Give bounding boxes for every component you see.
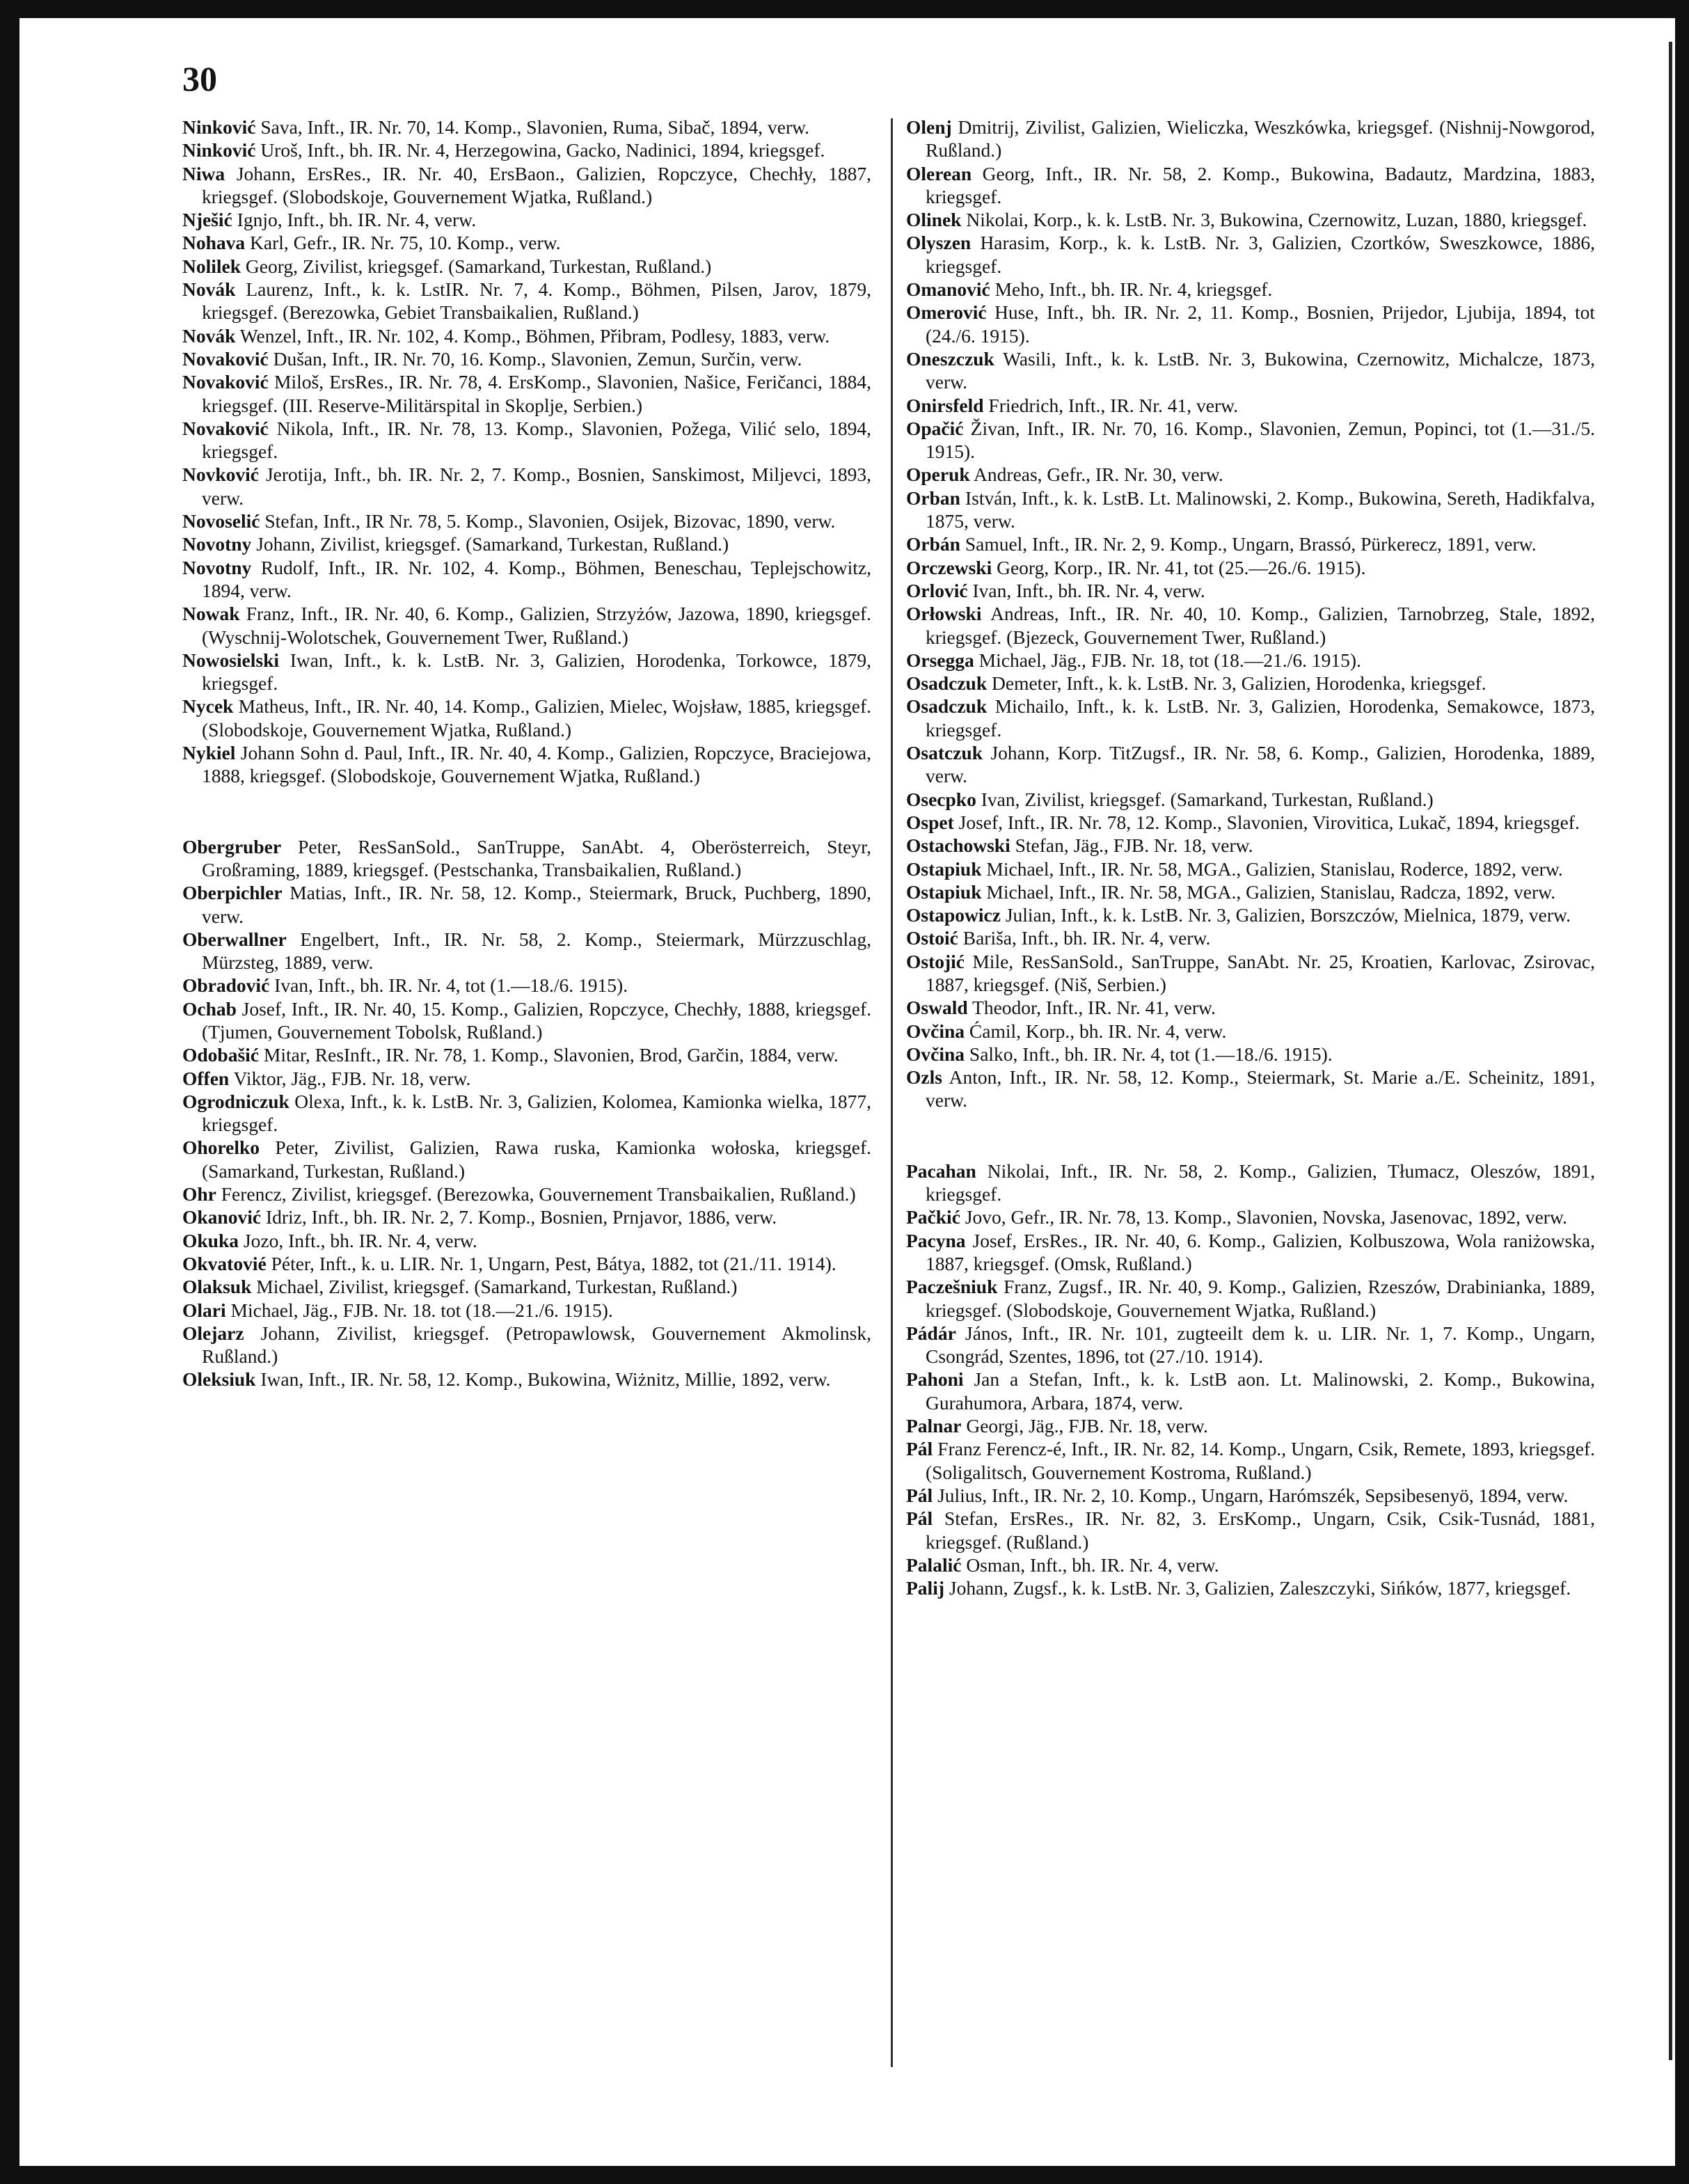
entry-surname: Palij [906,1577,944,1599]
entry-surname: Orłowski [906,603,982,625]
entry-surname: Ostapiuk [906,880,982,903]
register-entry [906,1368,1595,1414]
entry-details: Engelbert, Inft., IR. Nr. 58, 2. Komp., Steiermark, Mürzzuschlag, Mürzsteg, 1889, verw. [202,928,872,974]
entry-surname: Pačkić [906,1206,960,1228]
register-entry [906,1205,1595,1228]
register-entry [906,1043,1595,1066]
register-entry [182,1252,871,1275]
entry-details: Dmitrij, Zivilist, Galizien, Wieliczka, Weszkówka, kriegsgef. (Nishnij-Nowgorod, Rußland.) [926,116,1596,161]
register-entry [906,811,1595,834]
entry-surname: Orczewski [906,556,992,578]
entry-details: Michael, Jäg., FJB. Nr. 18. tot (18.—21./6. 1915). [230,1299,613,1321]
entry-surname: Ostoić [906,927,958,949]
entry-details: Franz Ferencz-é, Inft., IR. Nr. 82, 14. Komp., Ungarn, Csik, Remete, 1893, kriegsgef. (Soligalitsch, Gouvernement Kostroma, Rußland.) [926,1438,1596,1483]
register-entry [906,649,1595,672]
register-entry [182,881,871,928]
register-entry [906,162,1595,209]
entry-surname: Novák [182,324,236,347]
entry-surname: Novotny [182,556,252,578]
entry-surname: Oswald [906,997,968,1019]
entry-details: Theodor, Inft., IR. Nr. 41, verw. [972,997,1216,1019]
entry-surname: Novaković [182,347,269,370]
entry-details: Georgi, Jäg., FJB. Nr. 18, verw. [966,1415,1208,1437]
entry-surname: Nowak [182,603,240,625]
entry-details: István, Inft., k. k. LstB. Lt. Malinowski, 2. Komp., Bukowina, Sereth, Hadikfalva, 1875, verw. [926,486,1595,532]
register-entry [906,278,1595,301]
register-entry [182,231,871,254]
register-entry [906,1275,1595,1322]
register-entry [182,974,871,997]
register-entry [906,926,1595,949]
register-entry [182,1322,871,1368]
entry-details: Michael, Inft., IR. Nr. 58, MGA., Galizien, Stanislau, Roderce, 1892, verw. [986,857,1563,880]
entry-details: Iwan, Inft., IR. Nr. 58, 12. Komp., Bukowina, Wiżnitz, Millie, 1892, verw. [260,1368,831,1391]
entry-details: Johann, Zivilist, kriegsgef. (Samarkand, Turkestan, Rußland.) [256,533,729,555]
register-entry [182,695,871,741]
entry-details: Ivan, Inft., bh. IR. Nr. 4, verw. [972,579,1205,601]
entry-surname: Ninković [182,139,256,161]
register-entry [182,162,871,209]
entry-details: Jerotija, Inft., bh. IR. Nr. 2, 7. Komp., Bosnien, Sanskimost, Miljevci, 1893, verw. [202,464,871,509]
register-entry [182,370,871,417]
register-entry [906,788,1595,811]
entry-details: Miloš, ErsRes., IR. Nr. 78, 4. ErsKomp., Slavonien, Našice, Feričanci, 1884, kriegsgef. (III. Reserve-Militärspital in Skoplje, Serbien.) [202,371,871,416]
register-entry [182,255,871,278]
entry-surname: Ohr [182,1183,216,1205]
entry-details: Georg, Zivilist, kriegsgef. (Samarkand, Turkestan, Rußland.) [245,255,712,277]
entry-details: Franz, Zugsf., IR. Nr. 40, 9. Komp., Galizien, Rzeszów, Drabinianka, 1889, kriegsgef. (Slobodskoje, Gouvernement Wjatka, Rußland.) [926,1276,1595,1321]
entry-surname: Nykiel [182,742,236,764]
entry-surname: Operuk [906,464,970,486]
entry-details: Nikola, Inft., IR. Nr. 78, 13. Komp., Slavonien, Požega, Vilić selo, 1894, kriegsgef. [202,417,872,463]
entry-details: Ignjo, Inft., bh. IR. Nr. 4, verw. [237,209,477,231]
section-o [182,835,871,1391]
entry-details: Wasili, Inft., k. k. LstB. Nr. 3, Bukowina, Czernowitz, Michalcze, 1873, verw. [926,347,1595,393]
entry-details: Bariša, Inft., bh. IR. Nr. 4, verw. [962,927,1211,949]
register-entry [182,1182,871,1205]
scan-border-left [0,0,19,2184]
entry-details: Jan a Stefan, Inft., k. k. LstB aon. Lt. Malinowski, 2. Komp., Bukowina, Gurahumora, Arbara, 1874, verw. [926,1368,1596,1414]
entry-details: Wenzel, Inft., IR. Nr. 102, 4. Komp., Böhmen, Přibram, Podlesy, 1883, verw. [239,324,830,347]
entry-surname: Omerović [906,301,987,324]
entry-surname: Orlović [906,579,968,601]
entry-details: Rudolf, Inft., IR. Nr. 102, 4. Komp., Böhmen, Beneschau, Teplejschowitz, 1894, verw. [202,556,871,601]
entry-details: Samuel, Inft., IR. Nr. 2, 9. Komp., Ungarn, Brassó, Pürkerecz, 1891, verw. [965,533,1537,555]
entry-surname: Orban [906,486,960,509]
entry-details: Johann, Korp. TitZugsf., IR. Nr. 58, 6. Komp., Galizien, Horodenka, 1889, verw. [926,742,1595,787]
entry-surname: Ostapiuk [906,857,982,880]
entry-surname: Pál [906,1438,933,1460]
entry-details: Michailo, Inft., k. k. LstB. Nr. 3, Galizien, Horodenka, Semakowce, 1873, kriegsgef. [926,695,1596,741]
entry-details: Franz, Inft., IR. Nr. 40, 6. Komp., Galizien, Strzyżów, Jazowa, 1890, kriegsgef. (Wyschnij-Wolotschek, Gouvernement Twer, Rußland.) [202,603,871,648]
entry-details: Meho, Inft., bh. IR. Nr. 4, kriegsgef. [994,278,1273,301]
entry-details: Nikolai, Inft., IR. Nr. 58, 2. Komp., Galizien, Tłumacz, Oleszów, 1891, kriegsgef. [926,1160,1596,1205]
entry-surname: Novaković [182,417,269,439]
entry-details: Laurenz, Inft., k. k. LstIR. Nr. 7, 4. Komp., Böhmen, Pilsen, Jarov, 1879, kriegsgef. (Berezowka, Gebiet Transbaikalien, Rußland.) [202,278,872,324]
entry-surname: Ninković [182,116,256,138]
register-entry [906,1484,1595,1507]
entry-surname: Okuka [182,1229,239,1251]
entry-details: Stefan, Inft., IR Nr. 78, 5. Komp., Slavonien, Osijek, Bizovac, 1890, verw. [264,510,836,532]
entry-surname: Palalić [906,1553,962,1576]
right-column [906,116,1595,1599]
entry-surname: Novković [182,464,259,486]
section-divider [182,788,871,835]
entry-details: Olexa, Inft., k. k. LstB. Nr. 3, Galizien, Kolomea, Kamionka wielka, 1877, kriegsgef. [202,1090,872,1136]
entry-surname: Pacahan [906,1160,976,1182]
register-entry [182,649,871,695]
entry-details: Idriz, Inft., bh. IR. Nr. 2, 7. Komp., Bosnien, Prnjavor, 1886, verw. [265,1206,777,1228]
entry-details: Michael, Zivilist, kriegsgef. (Samarkand, Turkestan, Rußland.) [256,1276,738,1298]
entry-details: Karl, Gefr., IR. Nr. 75, 10. Komp., verw. [250,232,561,254]
entry-surname: Ospet [906,811,954,833]
register-entry [182,1275,871,1298]
entry-surname: Ogrodniczuk [182,1090,290,1112]
entry-surname: Olyszen [906,232,972,254]
scan-binding-line [1669,42,1672,2060]
register-entry [182,1067,871,1090]
register-entry [906,1576,1595,1599]
entry-details: Uroš, Inft., bh. IR. Nr. 4, Herzegowina, Gacko, Nadinici, 1894, kriegsgef. [260,139,825,161]
entry-surname: Nycek [182,695,234,718]
entry-details: Johann Sohn d. Paul, Inft., IR. Nr. 40, 4. Komp., Galizien, Ropczyce, Braciejowa, 1888, kriegsgef. (Slobodskoje, Gouvernement Wjatka, Rußland.) [202,742,871,787]
entry-details: Michael, Inft., IR. Nr. 58, MGA., Galizien, Stanislau, Radcza, 1892, verw. [986,880,1556,903]
entry-details: Péter, Inft., k. u. LIR. Nr. 1, Ungarn, Pest, Bátya, 1882, tot (21./11. 1914). [271,1252,836,1274]
entry-surname: Pahoni [906,1368,964,1391]
entry-details: Michael, Jäg., FJB. Nr. 18, tot (18.—21./6. 1915). [978,649,1361,671]
entry-details: Harasim, Korp., k. k. LstB. Nr. 3, Galizien, Czortków, Sweszkowce, 1886, kriegsgef. [926,232,1595,277]
scan-border-right [1675,0,1689,2184]
entry-details: Ćamil, Korp., bh. IR. Nr. 4, verw. [969,1020,1227,1042]
entry-details: Julius, Inft., IR. Nr. 2, 10. Komp., Ungarn, Harómszék, Sepsibesenyö, 1894, verw. [937,1484,1569,1506]
entry-surname: Oberpichler [182,882,283,904]
register-entry [906,301,1595,347]
register-entry [182,1136,871,1182]
entry-surname: Novoselić [182,510,260,532]
register-entry [182,347,871,370]
entry-details: Georg, Korp., IR. Nr. 41, tot (25.—26./6. 1915). [997,556,1366,578]
entry-details: Andreas, Inft., IR. Nr. 40, 10. Komp., Galizien, Tarnobrzeg, Stale, 1892, kriegsgef. (Bjezeck, Gouvernement Twer, Rußland.) [926,603,1595,648]
entry-details: Jozo, Inft., bh. IR. Nr. 4, verw. [243,1229,477,1251]
register-entry [182,417,871,464]
section-n [182,116,871,788]
entry-surname: Olinek [906,209,962,231]
entry-details: Julian, Inft., k. k. LstB. Nr. 3, Galizien, Borszczów, Mielnica, 1879, verw. [1005,904,1571,926]
entry-surname: Niwa [182,162,225,184]
register-entry [906,1414,1595,1437]
register-entry [906,857,1595,880]
entry-surname: Pacyna [906,1229,966,1251]
register-entry [182,1368,871,1391]
entry-details: Georg, Inft., IR. Nr. 58, 2. Komp., Bukowina, Badautz, Mardzina, 1883, kriegsgef. [926,162,1595,207]
entry-surname: Ostapowicz [906,904,1001,926]
entry-details: Johann, ErsRes., IR. Nr. 40, ErsBaon., Galizien, Ropczyce, Chechły, 1887, kriegsgef. (Slobodskoje, Gouvernement Wjatka, Rußland.) [202,162,872,207]
entry-details: Johann, Zivilist, kriegsgef. (Petropawlowsk, Gouvernement Akmolinsk, Rußland.) [202,1322,871,1368]
entry-surname: Ostojić [906,950,965,972]
entry-surname: Palnar [906,1415,962,1437]
entry-surname: Obradović [182,974,270,997]
entry-details: Stefan, Jäg., FJB. Nr. 18, verw. [1015,834,1253,857]
entry-details: János, Inft., IR. Nr. 101, zugteeilt dem k. u. LIR. Nr. 1, 7. Komp., Ungarn, Csongrád, Szentes, 1896, tot (27./10. 1914). [926,1322,1595,1368]
register-entry [182,1090,871,1137]
register-entry [182,463,871,509]
section-divider [906,1112,1595,1160]
column-divider [891,118,893,2067]
register-entry [182,928,871,974]
entry-surname: Oneszczuk [906,347,994,370]
entry-details: Josef, Inft., IR. Nr. 78, 12. Komp., Slavonien, Virovitica, Lukač, 1894, kriegsgef. [958,811,1580,833]
entry-details: Ivan, Zivilist, kriegsgef. (Samarkand, Turkestan, Rußland.) [981,788,1434,810]
entry-surname: Omanović [906,278,990,301]
register-entry [182,208,871,231]
register-entry [906,347,1595,394]
register-entry [906,394,1595,417]
register-entry [182,139,871,161]
register-entry [906,903,1595,926]
entry-surname: Osadczuk [906,695,988,718]
entry-surname: Okvatovié [182,1252,267,1274]
entry-details: Matheus, Inft., IR. Nr. 40, 14. Komp., Galizien, Mielec, Wojsław, 1885, kriegsgef. (Slobodskoje, Gouvernement Wjatka, Rußland.) [202,695,871,741]
register-entry [182,116,871,139]
entry-surname: Pál [906,1508,933,1530]
entry-details: Živan, Inft., IR. Nr. 70, 16. Komp., Slavonien, Zemun, Popinci, tot (1.—31./5. 1915). [926,417,1596,463]
scan-border-top [0,0,1689,18]
entry-details: Iwan, Inft., k. k. LstB. Nr. 3, Galizien, Horodenka, Torkowce, 1879, kriegsgef. [202,649,871,695]
register-entry [182,835,871,882]
entry-surname: Novák [182,278,236,301]
entry-surname: Opačić [906,417,964,439]
register-entry [906,1507,1595,1553]
register-entry [906,602,1595,649]
entry-surname: Ohorelko [182,1137,260,1159]
entry-surname: Olari [182,1299,226,1321]
register-entry [906,556,1595,579]
entry-details: Dušan, Inft., IR. Nr. 70, 16. Komp., Slavonien, Zemun, Surčin, verw. [273,347,802,370]
register-entry [906,1066,1595,1112]
register-entry [906,1229,1595,1276]
register-entry [906,116,1595,162]
entry-details: Huse, Inft., bh. IR. Nr. 2, 11. Komp., Bosnien, Prijedor, Ljubija, 1894, tot (24./6. 1915). [926,301,1596,347]
entry-details: Ivan, Inft., bh. IR. Nr. 4, tot (1.—18./6. 1915). [274,974,628,997]
entry-details: Andreas, Gefr., IR. Nr. 30, verw. [974,464,1223,486]
entry-surname: Nowosielski [182,649,280,671]
register-entry [182,532,871,555]
register-entry [906,672,1595,695]
register-entry [182,278,871,324]
register-entry [182,741,871,788]
entry-surname: Nolilek [182,255,241,277]
entry-surname: Ozls [906,1066,942,1089]
register-entry [906,996,1595,1019]
register-entry [906,834,1595,857]
entry-details: Osman, Inft., bh. IR. Nr. 4, verw. [966,1553,1219,1576]
entry-details: Nikolai, Korp., k. k. LstB. Nr. 3, Bukowina, Czernowitz, Luzan, 1880, kriegsgef. [966,209,1587,231]
register-entry [182,1205,871,1228]
entry-surname: Osatczuk [906,742,983,764]
entry-surname: Offen [182,1067,230,1089]
register-entry [906,1322,1595,1368]
entry-surname: Ovčina [906,1020,965,1042]
entry-surname: Orbán [906,533,960,555]
entry-details: Johann, Zugsf., k. k. LstB. Nr. 3, Galizien, Zaleszczyki, Sińków, 1877, kriegsgef. [949,1577,1571,1599]
entry-surname: Ochab [182,997,237,1020]
entry-surname: Osecpko [906,788,976,810]
entry-surname: Olenj [906,116,952,138]
entry-details: Sava, Inft., IR. Nr. 70, 14. Komp., Slavonien, Ruma, Sibač, 1894, verw. [260,116,810,138]
register-entry [906,950,1595,997]
entry-details: Stefan, ErsRes., IR. Nr. 82, 3. ErsKomp., Ungarn, Csik, Csik-Tusnád, 1881, kriegsgef. (Rußland.) [926,1508,1595,1553]
register-entry [182,602,871,649]
entry-surname: Olejarz [182,1322,244,1344]
register-entry [906,695,1595,741]
entry-details: Josef, Inft., IR. Nr. 40, 15. Komp., Galizien, Ropczyce, Chechły, 1888, kriegsgef. (Tjumen, Gouvernement Tobolsk, Rußland.) [202,997,872,1043]
register-entry [906,1553,1595,1576]
entry-surname: Okanović [182,1206,262,1228]
entry-surname: Obergruber [182,835,282,857]
entry-details: Peter, Zivilist, Galizien, Rawa ruska, Kamionka wołoska, kriegsgef. (Samarkand, Turkestan, Rußland.) [202,1137,871,1182]
register-entry [182,556,871,603]
register-entry [906,231,1595,278]
register-entry [182,509,871,532]
section-o-continued [906,116,1595,1112]
left-column [182,116,871,1391]
entry-surname: Pádár [906,1322,956,1344]
entry-surname: Novotny [182,533,252,555]
entry-details: Mile, ResSanSold., SanTruppe, SanAbt. Nr. 25, Kroatien, Karlovac, Zsirovac, 1887, kriegsgef. (Niš, Serbien.) [926,950,1596,995]
register-entry [906,463,1595,486]
register-entry [906,532,1595,555]
entry-details: Peter, ResSanSold., SanTruppe, SanAbt. 4, Oberösterreich, Steyr, Großraming, 1889, kriegsgef. (Pestschanka, Transbaikalien, Rußland.) [202,835,871,880]
register-entry [906,486,1595,533]
entry-surname: Nohava [182,232,246,254]
entry-details: Friedrich, Inft., IR. Nr. 41, verw. [988,394,1239,416]
page-number: 30 [182,59,217,98]
entry-details: Viktor, Jäg., FJB. Nr. 18, verw. [233,1067,471,1089]
register-entry [906,417,1595,464]
entry-details: Mitar, ResInft., IR. Nr. 78, 1. Komp., Slavonien, Brod, Garčin, 1884, verw. [263,1044,839,1066]
register-entry [906,880,1595,903]
register-entry [906,741,1595,788]
entry-details: Anton, Inft., IR. Nr. 58, 12. Komp., Steiermark, St. Marie a./E. Scheinitz, 1891, verw. [926,1066,1595,1111]
entry-details: Jovo, Gefr., IR. Nr. 78, 13. Komp., Slavonien, Novska, Jasenovac, 1892, verw. [965,1206,1567,1228]
entry-surname: Nješić [182,209,232,231]
register-entry [906,208,1595,231]
entry-surname: Ovčina [906,1043,965,1065]
entry-details: Demeter, Inft., k. k. LstB. Nr. 3, Galizien, Horodenka, kriegsgef. [992,672,1486,695]
entry-details: Josef, ErsRes., IR. Nr. 40, 6. Komp., Galizien, Kolbuszowa, Wola raniżowska, 1887, kriegsgef. (Omsk, Rußland.) [926,1229,1595,1274]
entry-details: Matias, Inft., IR. Nr. 58, 12. Komp., Steiermark, Bruck, Puchberg, 1890, verw. [202,882,871,927]
entry-surname: Olaksuk [182,1276,252,1298]
register-entry [182,1299,871,1322]
register-entry [182,1229,871,1252]
entry-surname: Paczešniuk [906,1276,998,1298]
section-p [906,1160,1595,1600]
entry-details: Ferencz, Zivilist, kriegsgef. (Berezowka, Gouvernement Transbaikalien, Rußland.) [221,1183,856,1205]
entry-details: Salko, Inft., bh. IR. Nr. 4, tot (1.—18./6. 1915). [969,1043,1333,1065]
scan-border-bottom [0,2166,1689,2184]
register-entry [182,1043,871,1066]
entry-surname: Onirsfeld [906,394,984,416]
register-entry [906,1020,1595,1043]
entry-surname: Olerean [906,162,972,184]
entry-surname: Novaković [182,371,269,393]
entry-surname: Ostachowski [906,834,1010,857]
register-entry [906,1437,1595,1484]
entry-surname: Oleksiuk [182,1368,256,1391]
register-entry [182,324,871,347]
register-entry [906,579,1595,602]
entry-surname: Odobašić [182,1044,260,1066]
entry-surname: Osadczuk [906,672,988,695]
register-entry [182,997,871,1044]
entry-surname: Pál [906,1484,933,1506]
entry-surname: Orsegga [906,649,974,671]
entry-surname: Oberwallner [182,928,287,950]
register-entry [906,1160,1595,1206]
